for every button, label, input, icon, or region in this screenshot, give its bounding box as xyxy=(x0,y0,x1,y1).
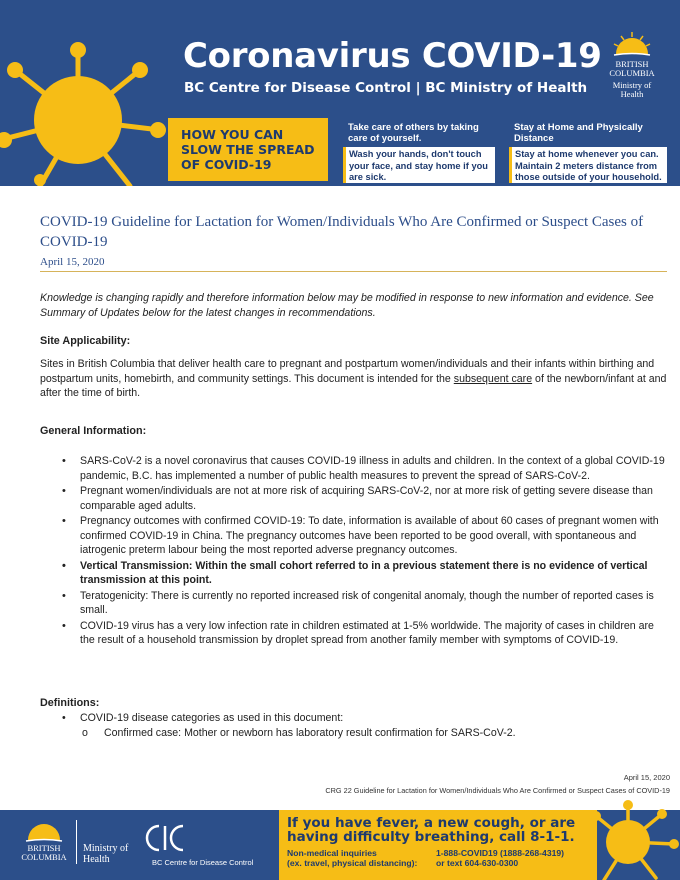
intro-note: Knowledge is changing rapidly and therefore information below may be modified in response to new information and evidence. See Summary of Updates below for the latest changes in recommendations. xyxy=(40,292,654,319)
title-divider xyxy=(40,271,667,272)
general-information-heading: General Information: xyxy=(40,425,147,437)
bc-sun-icon xyxy=(612,30,652,58)
footer-phone xyxy=(436,848,564,868)
footer-logo-british: BRITISH xyxy=(27,843,61,853)
logo-line-ministry: Ministry of xyxy=(612,80,652,90)
bc-sun-icon xyxy=(24,818,64,842)
bccdc-logo-icon xyxy=(145,822,185,854)
general-information-list xyxy=(58,454,670,649)
logo-line-health: Health xyxy=(620,89,644,99)
banner-subtitle: BC Centre for Disease Control | BC Ministry of Health xyxy=(184,80,588,96)
definitions-bullet-mark: • xyxy=(62,712,66,724)
tip1-body: Wash your hands, don't touch your face, and stay home if you are sick. xyxy=(349,149,488,182)
definitions-bullet: COVID-19 disease categories as used in this document: xyxy=(80,712,344,724)
list-item: • Teratogenicity: There is currently no reported increased risk of congenital anomaly, though the number of reported cases is small. xyxy=(58,589,670,618)
logo-line-columbia: COLUMBIA xyxy=(609,68,655,78)
footer-bc-logo xyxy=(14,818,74,862)
site-text-part2: of the newborn/infant at and after the time of birth. xyxy=(40,372,667,399)
footer-virus-icon xyxy=(590,800,680,880)
footer-fever-message: If you have fever, a new cough, or are having difficulty breathing, call 8-1-1. xyxy=(287,815,576,845)
footer-nonmedical-label xyxy=(287,848,417,868)
footer-logo-columbia: COLUMBIA xyxy=(21,852,67,862)
footer-ministry: Ministry of Health xyxy=(83,843,129,865)
tip2-heading: Stay at Home and Physically Distance xyxy=(514,122,643,144)
tip2-accent xyxy=(509,147,512,183)
subsequent-care-link[interactable]: subsequent care xyxy=(453,372,533,385)
nonmedical-line2: (ex. travel, physical distancing): xyxy=(287,858,418,868)
definitions-sub-item: Confirmed case: Mother or newborn has laboratory result confirmation for SARS-CoV-2. xyxy=(104,727,516,739)
list-item: • Pregnancy outcomes with confirmed COVID-19: To date, information is available of about 60 cases of pregnant women with confirmed COVID-19 in China. The pregnancy outcomes have been reported to be good overall, with spontaneous and iatrogenic preterm labour being the most reported adverse pregnancy outcomes. xyxy=(58,514,670,558)
tip1-accent xyxy=(343,147,346,183)
list-item: • Pregnant women/individuals are not at more risk of acquiring SARS-CoV-2, nor at more risk of getting severe disease than comparable aged adults. xyxy=(58,484,670,513)
site-applicability-text xyxy=(40,357,670,401)
document-date: April 15, 2020 xyxy=(40,256,105,268)
phone-line2: or text 604-630-0300 xyxy=(436,858,519,868)
page-footer-caption: CRG 22 Guideline for Lactation for Women/Individuals Who Are Confirmed or Suspect Cases of COVID-19 xyxy=(325,786,670,795)
list-item: • SARS-CoV-2 is a novel coronavirus that causes COVID-19 illness in adults and children. In the context of a global COVID-19 pandemic, B.C. has implemented a number of public health measures to prevent the spread of SARS-CoV-2. xyxy=(58,454,670,483)
document-title: COVID-19 Guideline for Lactation for Women/Individuals Who Are Confirmed or Suspect Cases of COVID-19 xyxy=(40,214,644,250)
site-applicability-heading: Site Applicability: xyxy=(40,335,131,347)
virus-icon xyxy=(0,40,175,186)
footer-bccdc-name: BC Centre for Disease Control xyxy=(152,858,254,867)
page-footer-date: April 15, 2020 xyxy=(623,773,670,782)
phone-line1: 1-888-COVID19 (1888-268-4319) xyxy=(436,848,565,858)
tip1-heading: Take care of others by taking care of yourself. xyxy=(348,122,479,144)
definitions-sub-mark: o xyxy=(82,727,88,739)
list-item: • Vertical Transmission: Within the small cohort referred to in a previous statement there is no evidence of vertical transmission at this point. xyxy=(58,559,670,588)
footer-logo-divider xyxy=(76,820,77,864)
how-you-can-text: HOW YOU CAN SLOW THE SPREAD OF COVID-19 xyxy=(181,127,315,172)
list-item: • COVID-19 virus has a very low infection rate in children estimated at 1-5% worldwide. The majority of cases in children are the result of a household transmission by droplet spread from another family member with symptoms of COVID-19. xyxy=(58,619,670,648)
bc-ministry-logo xyxy=(596,30,668,99)
nonmedical-line1: Non-medical inquiries xyxy=(287,848,377,858)
banner-title: Coronavirus COVID-19 xyxy=(183,36,602,76)
logo-line-british: BRITISH xyxy=(615,59,649,69)
site-text-part1: Sites in British Columbia that deliver health care to pregnant and postpartum women/individuals and their infants within birthing and postpartum units, homebirth, and community settings. This document is intended for the xyxy=(40,358,655,385)
definitions-heading: Definitions: xyxy=(40,697,100,709)
tip2-body: Stay at home whenever you can. Maintain 2 meters distance from those outside of your household. xyxy=(515,149,662,182)
